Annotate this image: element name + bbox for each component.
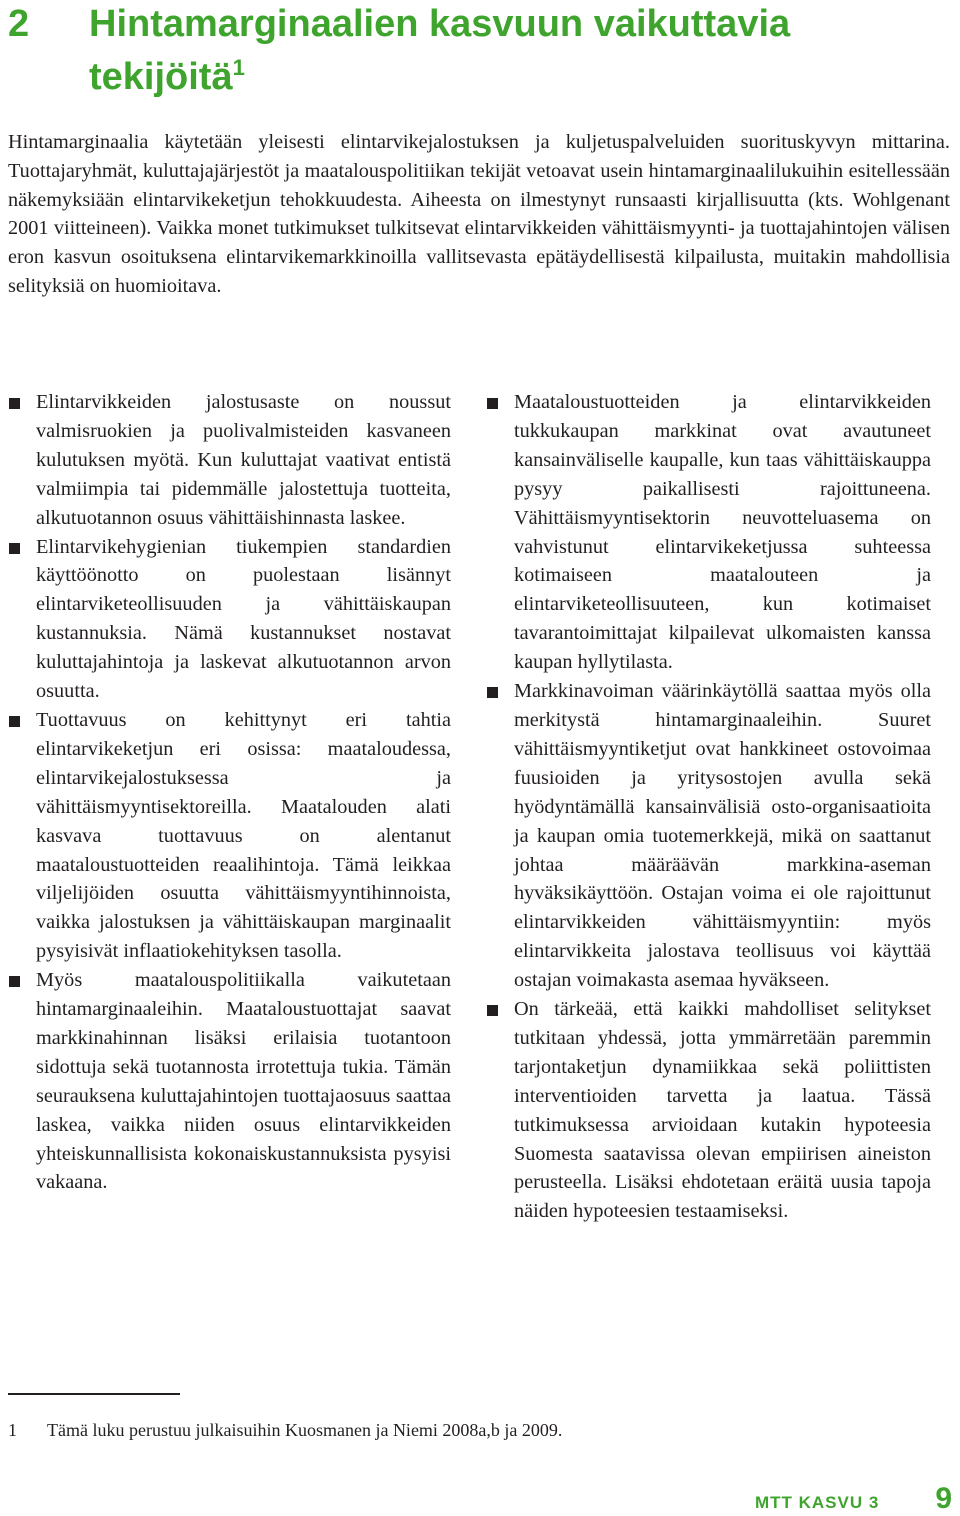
list-item-text: Elintarvikkeiden jalostusaste on noussut valmisruokien ja puolivalmisteiden kasvaneen kulutuksen myötä. Kun kuluttajat vaativat entistä valmiimpia tai pidemmälle jalostettuja tuotteita, alkutuotannon osuus vähittäishinnasta laskee.	[36, 391, 451, 529]
square-bullet-icon	[487, 1005, 498, 1016]
list-item-text: Markkinavoiman väärinkäytöllä saattaa myös olla merkitystä hintamarginaaleihin. Suuret vähittäismyyntiketjut ovat hankkineet ostovoimaa fuusioiden ja yritysostojen avulla sekä hyödyntämällä kansainvälisiä osto-organisaatioita ja kaupan omia tuotemerkkejä, mikä on saattanut johtaa määräävän markkina-aseman hyväksikäyttöön. Ostajan voima ei ole rajoittunut elintarvikkeiden vähittäismyyntiin: myös elintarvikkeita jalostava teollisuus voi käyttää ostajan voimakasta asemaa hyväkseen.	[514, 680, 931, 992]
list-item	[484, 995, 931, 1226]
bullet-list-right	[484, 388, 931, 1226]
footnote-ref[interactable]: 1	[232, 55, 245, 80]
square-bullet-icon	[9, 976, 20, 987]
square-bullet-icon	[487, 398, 498, 409]
square-bullet-icon	[9, 398, 20, 409]
square-bullet-icon	[9, 716, 20, 727]
bullet-list-left	[6, 388, 451, 1197]
square-bullet-icon	[487, 687, 498, 698]
square-bullet-icon	[9, 543, 20, 554]
intro-paragraph: Hintamarginaalia käytetään yleisesti elintarvikejalostuksen ja kuljetuspalveluiden suorituskyvyn mittarina. Tuottajaryhmät, kuluttajajärjestöt ja maatalouspolitiikan tekijät vetoavat usein hintamarginaalilukuihin esitellessään näkemyksiään elintarvikeketjun tehokkuudesta. Aiheesta on ilmestynyt runsaasti kirjallisuutta (kts. Wohlgenant 2001 viitteineen). Vaikka monet tutkimukset tulkitsevat elintarvikkeiden vähittäismyynti- ja tuottajahintojen välisen eron kasvun osoituksena elintarvikemarkkinoilla vallitsevasta epätäydellisestä kilpailusta, muitakin mahdollisia selityksiä on huomioitava.	[8, 131, 950, 297]
list-item	[484, 677, 931, 995]
page-footer	[755, 1482, 952, 1516]
list-item-text: Tuottavuus on kehittynyt eri tahtia elintarvikeketjun eri osissa: maataloudessa, elintarvikejalostuksessa ja vähittäismyyntisektoreilla. Maatalouden alati kasvava tuottavuus on alentanut maataloustuotteiden reaalihintoja. Tämä leikkaa viljelijöiden osuutta vähittäismyyntihinnoista, vaikka jalostuksen ja vähittäiskaupan marginaalit pysyisivät inflaatiokehityksen tasolla.	[36, 708, 451, 963]
section-number: 2	[8, 3, 30, 45]
section-title-wrap	[89, 2, 849, 99]
list-item	[6, 533, 451, 706]
footnote-divider	[8, 1393, 180, 1395]
list-item-text: On tärkeää, että kaikki mahdolliset selitykset tutkitaan yhdessä, jotta ymmärretään paremmin tarjontaketjun dynamiikkaa sekä poliittisten interventioiden tarvetta ja laatua. Tässä tutkimuksessa arvioidaan kutakin hypoteesia Suomesta saatavissa olevan empiirisen aineiston perusteella. Lisäksi ehdotetaan eräitä uusia tapoja näiden hypoteesien testaamiseksi.	[514, 998, 931, 1223]
section-heading	[8, 2, 849, 99]
list-item-text: Elintarvikehygienian tiukempien standardien käyttöönotto on puolestaan lisännyt elintarviketeollisuuden ja vähittäiskaupan kustannuksia. Nämä kustannukset nostavat kuluttajahintoja ja laskevat alkutuotannon arvon osuutta.	[36, 535, 451, 703]
list-item-text: Myös maatalouspolitiikalla vaikutetaan hintamarginaaleihin. Maataloustuottajat saavat markkinahinnan lisäksi erilaisia tuotantoon sidottuja sekä tuotannosta irrotettuja tukia. Tämän seurauksena kuluttajahintojen tuottajaosuus saattaa laskea, vaikka niiden osuus elintarvikkeiden yhteiskunnallisista kokonaiskustannuksista pysyisi vakaana.	[36, 969, 451, 1194]
list-item	[6, 966, 451, 1197]
publication-name: MTT KASVU 3	[754, 1493, 880, 1512]
footnote-text: Tämä luku perustuu julkaisuihin Kuosmanen ja Niemi 2008a,b ja 2009.	[47, 1420, 563, 1440]
list-item	[6, 388, 451, 533]
footnote	[8, 1418, 562, 1442]
list-item	[6, 706, 451, 966]
list-item	[484, 388, 931, 677]
footnote-number: 1	[8, 1420, 17, 1440]
list-item-text: Maataloustuotteiden ja elintarvikkeiden tukkukaupan markkinat ovat avautuneet kansainväliselle kaupalle, kun taas vähittäiskauppa pysyy paikallisesti rajoittuneena. Vähittäismyyntisektorin neuvotteluasema on vahvistunut elintarvikeketjussa suhteessa kotimaiseen maatalouteen ja elintarviketeollisuuteen, kun kotimaiset tavarantoimittajat kilpailevat ulkomaisten kanssa kaupan hyllytilasta.	[514, 391, 931, 674]
section-title: Hintamarginaalien kasvuun vaikuttavia tekijöitä	[89, 3, 791, 98]
page-number: 9	[935, 1482, 952, 1515]
